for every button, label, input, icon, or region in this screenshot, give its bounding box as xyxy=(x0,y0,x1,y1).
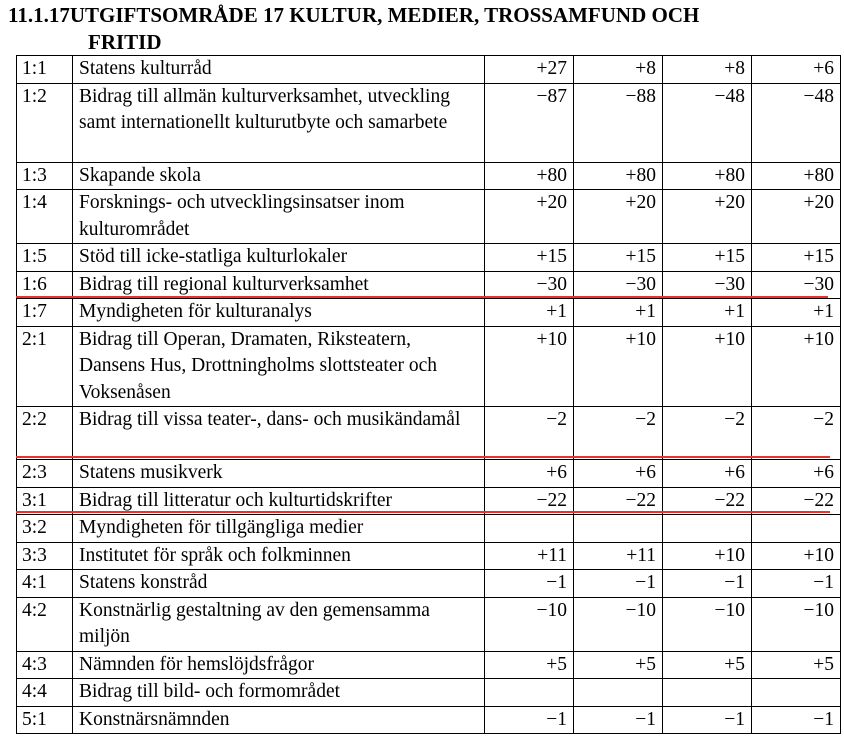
row-value-2: +1 xyxy=(574,299,663,327)
budget-table xyxy=(16,55,841,734)
row-value-1: −30 xyxy=(485,271,574,299)
row-value-4: +5 xyxy=(752,651,841,679)
row-code: 4:2 xyxy=(17,597,73,651)
row-value-1: −2 xyxy=(485,407,574,460)
row-value-4: −10 xyxy=(752,597,841,651)
row-name: Institutet för språk och folkminnen xyxy=(73,542,485,570)
row-value-4: +10 xyxy=(752,542,841,570)
row-value-1 xyxy=(485,515,574,543)
table-row xyxy=(17,56,841,84)
row-value-1: +27 xyxy=(485,56,574,84)
row-value-2: −1 xyxy=(574,570,663,598)
row-value-3: +5 xyxy=(663,651,752,679)
row-code: 1:5 xyxy=(17,244,73,272)
section-title-line1: UTGIFTSOMRÅDE 17 KULTUR, MEDIER, TROSSAMFUND OCH xyxy=(69,3,700,27)
row-value-3: −30 xyxy=(663,271,752,299)
table-row xyxy=(17,570,841,598)
table-row xyxy=(17,460,841,488)
row-name: Bidrag till litteratur och kulturtidskrifter xyxy=(73,487,485,515)
row-value-3: −1 xyxy=(663,706,752,734)
row-code: 4:3 xyxy=(17,651,73,679)
row-value-2 xyxy=(574,679,663,707)
row-value-2: −1 xyxy=(574,706,663,734)
row-name-text: Bidrag till vissa teater-, dans- och musikändamål xyxy=(79,409,461,430)
row-name: Statens konstråd xyxy=(73,570,485,598)
row-name: Bidrag till regional kulturverksamhet xyxy=(73,271,485,299)
row-code: 3:3 xyxy=(17,542,73,570)
row-value-4: −30 xyxy=(752,271,841,299)
row-name xyxy=(73,407,485,460)
row-name: Statens musikverk xyxy=(73,460,485,488)
table-row xyxy=(17,515,841,543)
row-code: 1:2 xyxy=(17,83,73,162)
row-value-4: −2 xyxy=(752,407,841,460)
row-value-4 xyxy=(752,515,841,543)
row-value-4: +1 xyxy=(752,299,841,327)
row-value-3: +8 xyxy=(663,56,752,84)
table-row xyxy=(17,407,841,460)
row-value-2: +6 xyxy=(574,460,663,488)
row-name: Skapande skola xyxy=(73,162,485,190)
row-code: 1:6 xyxy=(17,271,73,299)
row-name-text: Konstnärlig gestaltning av den gemensamma miljön xyxy=(79,599,430,647)
row-value-3: +80 xyxy=(663,162,752,190)
row-value-2: +80 xyxy=(574,162,663,190)
row-code: 4:4 xyxy=(17,679,73,707)
row-code: 4:1 xyxy=(17,570,73,598)
row-value-4: −48 xyxy=(752,83,841,162)
row-value-1: +10 xyxy=(485,326,574,407)
row-value-3: +1 xyxy=(663,299,752,327)
row-value-3 xyxy=(663,679,752,707)
table-row xyxy=(17,244,841,272)
row-value-1: −1 xyxy=(485,570,574,598)
row-value-1: +80 xyxy=(485,162,574,190)
row-value-4: +15 xyxy=(752,244,841,272)
table-row xyxy=(17,679,841,707)
row-value-1: +6 xyxy=(485,460,574,488)
row-name: Statens kulturråd xyxy=(73,56,485,84)
row-value-1: −87 xyxy=(485,83,574,162)
row-value-4: +80 xyxy=(752,162,841,190)
row-value-2: −10 xyxy=(574,597,663,651)
table-row xyxy=(17,597,841,651)
section-title-line2: FRITID xyxy=(88,30,162,54)
row-value-1: −22 xyxy=(485,487,574,515)
table-row xyxy=(17,542,841,570)
section-heading xyxy=(8,2,838,56)
row-code: 3:1 xyxy=(17,487,73,515)
table-row xyxy=(17,83,841,162)
row-code: 2:3 xyxy=(17,460,73,488)
red-underline-3 xyxy=(16,511,830,513)
row-value-2: +11 xyxy=(574,542,663,570)
row-value-2: +5 xyxy=(574,651,663,679)
red-underline-1 xyxy=(16,296,828,298)
row-value-2: +10 xyxy=(574,326,663,407)
table-row xyxy=(17,271,841,299)
row-value-2: −30 xyxy=(574,271,663,299)
row-name-text: Bidrag till allmän kulturverksamhet, utveckling samt internationellt kulturutbyte och samarbete xyxy=(79,85,450,133)
table-row xyxy=(17,162,841,190)
row-value-2: +8 xyxy=(574,56,663,84)
row-name: Bidrag till bild- och formområdet xyxy=(73,679,485,707)
row-value-2: +20 xyxy=(574,190,663,244)
table-row xyxy=(17,326,841,407)
row-code: 2:2 xyxy=(17,407,73,460)
row-value-1: +5 xyxy=(485,651,574,679)
row-value-1: +15 xyxy=(485,244,574,272)
row-value-3: +20 xyxy=(663,190,752,244)
row-code: 5:1 xyxy=(17,706,73,734)
row-value-2: +15 xyxy=(574,244,663,272)
row-value-3: +6 xyxy=(663,460,752,488)
row-name xyxy=(73,326,485,407)
section-number: 11.1.17 xyxy=(8,3,70,27)
row-name xyxy=(73,597,485,651)
row-value-3: +10 xyxy=(663,326,752,407)
row-name xyxy=(73,190,485,244)
row-value-2: −22 xyxy=(574,487,663,515)
row-value-4: −1 xyxy=(752,706,841,734)
row-name: Nämnden för hemslöjdsfrågor xyxy=(73,651,485,679)
row-value-4 xyxy=(752,679,841,707)
row-value-1: +20 xyxy=(485,190,574,244)
row-value-3: −48 xyxy=(663,83,752,162)
table-row xyxy=(17,706,841,734)
table-row xyxy=(17,651,841,679)
row-value-4: +20 xyxy=(752,190,841,244)
row-code: 1:4 xyxy=(17,190,73,244)
row-code: 1:3 xyxy=(17,162,73,190)
row-value-1 xyxy=(485,679,574,707)
row-value-3: +15 xyxy=(663,244,752,272)
row-name: Konstnärsnämnden xyxy=(73,706,485,734)
row-name xyxy=(73,83,485,162)
red-underline-2 xyxy=(16,456,830,458)
row-value-3 xyxy=(663,515,752,543)
row-value-3: +10 xyxy=(663,542,752,570)
row-value-4: −1 xyxy=(752,570,841,598)
row-code: 3:2 xyxy=(17,515,73,543)
row-name: Stöd till icke-statliga kulturlokaler xyxy=(73,244,485,272)
row-name-text: Bidrag till Operan, Dramaten, Riksteatern, Dansens Hus, Drottningholms slottsteater och Voksenåsen xyxy=(79,328,437,403)
row-value-4: +6 xyxy=(752,460,841,488)
table-row xyxy=(17,190,841,244)
row-value-1: −1 xyxy=(485,706,574,734)
row-name-text: Forsknings- och utvecklingsinsatser inom kulturområdet xyxy=(79,192,405,240)
row-code: 1:1 xyxy=(17,56,73,84)
row-code: 2:1 xyxy=(17,326,73,407)
row-name: Myndigheten för kulturanalys xyxy=(73,299,485,327)
row-value-1: −10 xyxy=(485,597,574,651)
row-value-3: −2 xyxy=(663,407,752,460)
row-value-1: +1 xyxy=(485,299,574,327)
row-value-3: −1 xyxy=(663,570,752,598)
row-value-3: −10 xyxy=(663,597,752,651)
table-row xyxy=(17,299,841,327)
row-value-3: −22 xyxy=(663,487,752,515)
row-value-2: −2 xyxy=(574,407,663,460)
row-name: Myndigheten för tillgängliga medier xyxy=(73,515,485,543)
row-code: 1:7 xyxy=(17,299,73,327)
row-value-2: −88 xyxy=(574,83,663,162)
row-value-2 xyxy=(574,515,663,543)
row-value-1: +11 xyxy=(485,542,574,570)
row-value-4: +6 xyxy=(752,56,841,84)
row-value-4: −22 xyxy=(752,487,841,515)
row-value-4: +10 xyxy=(752,326,841,407)
